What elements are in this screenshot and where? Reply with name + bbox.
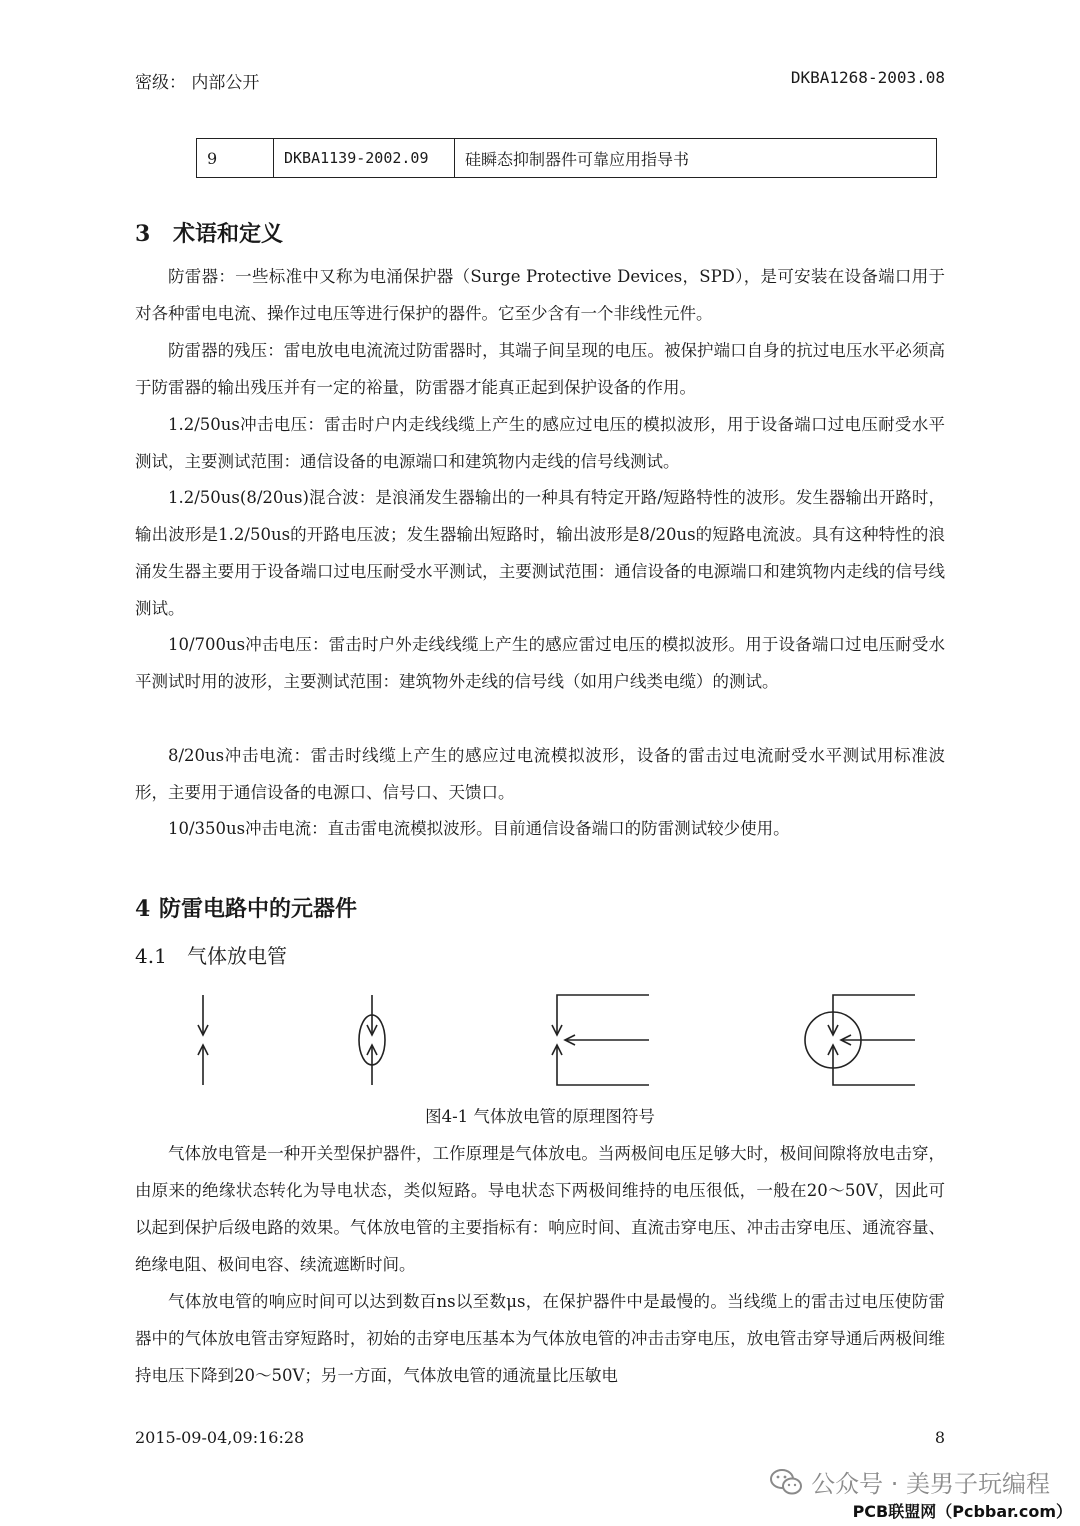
paragraph: 防雷器：一些标准中又称为电涌保护器（Surge Protective Devices，SPD），是可安装在设备端口用于对各种雷电电流、操作过电压等进行保护的器件。它至少含有一个非线性元件。 [135,267,945,323]
section-title: 术语和定义 [173,221,284,247]
site-brand: PCB联盟网（Pcbbar.com） [852,1502,1072,1521]
wechat-watermark [769,1464,1050,1499]
table-row [197,139,937,178]
classification-label: 密级： 内部公开 [135,73,260,93]
page-header [135,68,945,93]
section-title: 气体放电管 [187,944,287,968]
section-title: 防雷电路中的元器件 [159,896,358,922]
table-cell-no: 9 [197,139,274,178]
gas-discharge-tube-symbols [135,985,945,1095]
gdt-symbol-two-electrode [198,995,208,1085]
section-number: 4 [135,896,151,922]
paragraph: 气体放电管是一种开关型保护器件，工作原理是气体放电。当两极间电压足够大时，极间间隙将放电击穿，由原来的绝缘状态转化为导电状态，类似短路。导电状态下两极间维持的电压很低，一般在20～50V，因此可以起到保护后级电路的效果。气体放电管的主要指标有：响应时间、直流击穿电压、冲击击穿电压、通流容量、绝缘电阻、极间电容、续流遮断时间。 [135,1144,945,1274]
table-cell-code: DKBA1139-2002.09 [274,139,455,178]
figure-caption: 图4-1 气体放电管的原理图符号 [425,1107,655,1126]
section-number: 3 [135,221,151,247]
table-cell-title: 硅瞬态抑制器件可靠应用指导书 [455,139,937,178]
section-3-heading [135,217,283,248]
gdt-symbol-two-electrode-enclosed [359,995,385,1085]
document-id: DKBA1268-2003.08 [790,68,945,87]
paragraph: 防雷器的残压：雷电放电电流流过防雷器时，其端子间呈现的电压。被保护端口自身的抗过电压水平必须高于防雷器的输出残压并有一定的裕量，防雷器才能真正起到保护设备的作用。 [135,341,945,397]
reference-table [196,138,937,178]
section-4-heading [135,892,357,923]
paragraph: 10/350us冲击电流：直击雷电流模拟波形。目前通信设备端口的防雷测试较少使用。 [168,819,790,838]
section-number: 4.1 [135,944,167,968]
paragraph: 1.2/50us冲击电压：雷击时户内走线线缆上产生的感应过电压的模拟波形，用于设备端口过电压耐受水平测试，主要测试范围：通信设备的电源端口和建筑物内走线的信号线测试。 [135,415,945,471]
paragraph: 1.2/50us(8/20us)混合波：是浪涌发生器输出的一种具有特定开路/短路特性的波形。发生器输出开路时，输出波形是1.2/50us的开路电压波；发生器输出短路时，输出波形是8/20us的短路电流波。具有这种特性的浪涌发生器主要用于设备端口过电压耐受水平测试，主要测试范围：通信设备的电源端口和建筑物内走线的信号线测试。 [135,488,945,618]
paragraph: 10/700us冲击电压：雷击时户外走线线缆上产生的感应雷过电压的模拟波形。用于设备端口过电压耐受水平测试时用的波形，主要测试范围：建筑物外走线的信号线（如用户线类电缆）的测试。 [135,635,945,691]
gdt-symbol-three-electrode-enclosed [805,995,915,1085]
paragraph: 8/20us冲击电流：雷击时线缆上产生的感应过电流模拟波形，设备的雷击过电流耐受水平测试用标准波形，主要用于通信设备的电源口、信号口、天馈口。 [135,746,945,802]
section-4-1-heading [135,940,287,969]
footer-timestamp: 2015-09-04,09:16:28 [135,1428,305,1447]
wechat-icon [769,1468,803,1496]
page-number: 8 [934,1428,945,1447]
watermark-text: 公众号 · 美男子玩编程 [811,1470,1050,1498]
paragraph: 气体放电管的响应时间可以达到数百ns以至数μs，在保护器件中是最慢的。当线缆上的雷击过电压使防雷器中的气体放电管击穿短路时，初始的击穿电压基本为气体放电管的冲击击穿电压，放电管击穿导通后两极间维持电压下降到20～50V；另一方面，气体放电管的通流量比压敏电 [135,1292,945,1385]
gdt-symbol-three-electrode [552,995,649,1085]
